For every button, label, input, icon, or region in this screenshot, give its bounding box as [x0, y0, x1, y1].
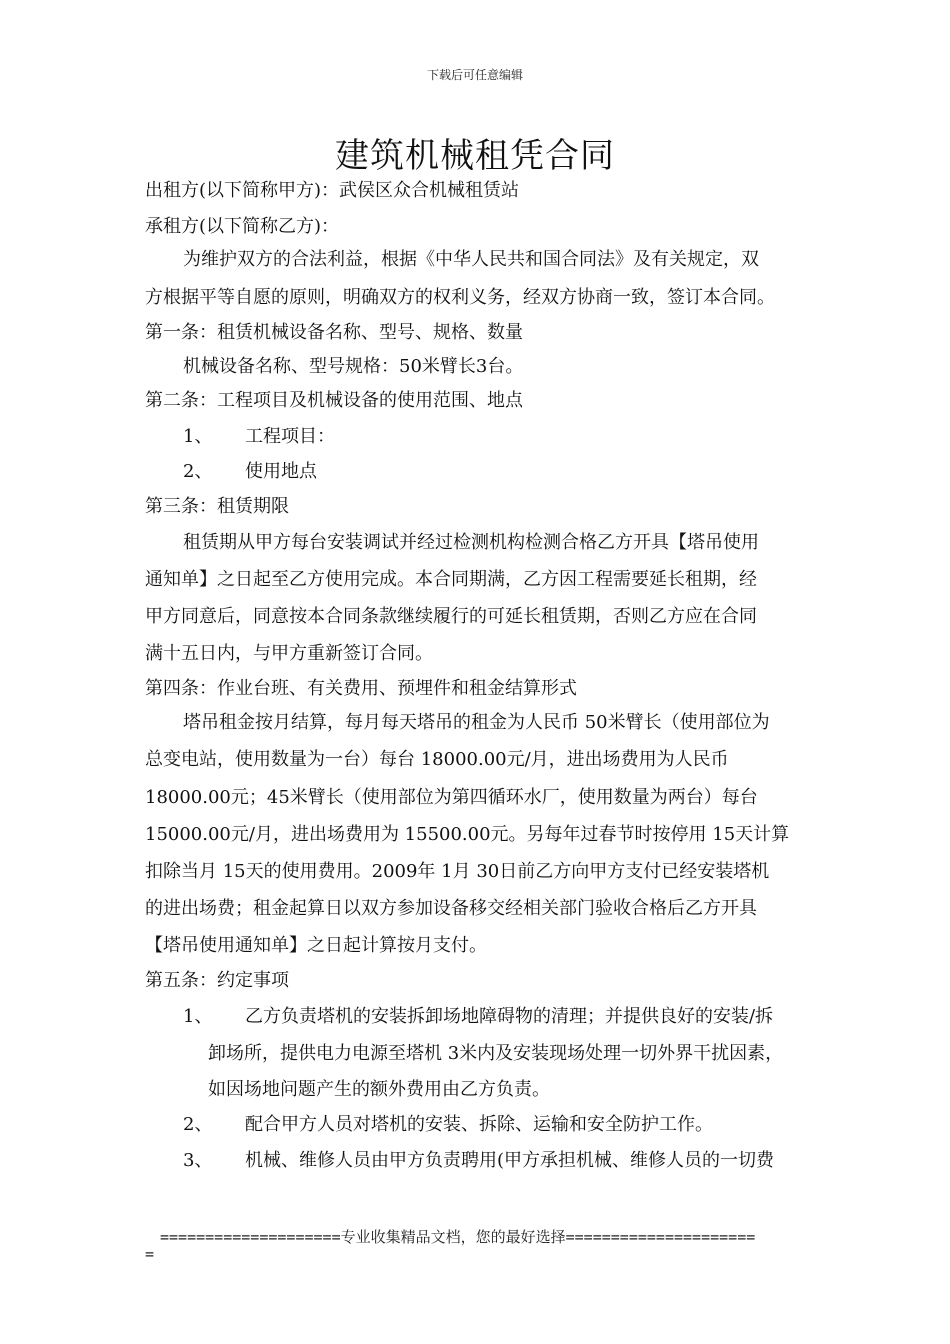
article1-body: 机械设备名称、型号规格：50米臂长3台。: [183, 356, 524, 377]
article5-item-2: [183, 1112, 713, 1138]
item-text: 配合甲方人员对塔机的安装、拆除、运输和安全防护工作。: [245, 1114, 713, 1135]
article4-line-7: 【塔吊使用通知单】之日起计算按月支付。: [145, 935, 487, 956]
item-number: 2、: [183, 1114, 213, 1135]
article5-item-1-cont-1: 卸场所，提供电力电源至塔机 3米内及安装现场处理一切外界干扰因素，: [208, 1043, 784, 1064]
preamble-line-1: 为维护双方的合法利益，根据《中华人民共和国合同法》及有关规定，双: [183, 249, 759, 270]
article3-line-4: 满十五日内，与甲方重新签订合同。: [145, 643, 433, 664]
item-text: 机械、维修人员由甲方负责聘用(甲方承担机械、维修人员的一切费: [245, 1150, 775, 1171]
article5-item-3: [183, 1148, 774, 1174]
article2-heading: 第二条：工程项目及机械设备的使用范围、地点: [145, 390, 523, 411]
article3-line-1: 租赁期从甲方每台安装调试并经过检测机构检测合格乙方开具【塔吊使用: [183, 532, 759, 553]
item-number: 1、: [183, 426, 213, 447]
footer-line-2: =: [145, 1245, 155, 1263]
item-number: 3、: [183, 1150, 213, 1171]
item-text: 使用地点: [245, 461, 317, 482]
lessor-line: 出租方(以下简称甲方)：武侯区众合机械租赁站: [145, 180, 520, 201]
item-number: 2、: [183, 461, 213, 482]
article4-line-5: 扣除当月 15天的使用费用。2009年 1月 30日前乙方向甲方支付已经安装塔机: [145, 861, 770, 882]
lessee-line: 承租方(以下简称乙方)：: [145, 216, 340, 237]
article4-line-6: 的进出场费；租金起算日以双方参加设备移交经相关部门验收合格后乙方开具: [145, 898, 757, 919]
article2-item-1: [183, 424, 335, 450]
document-title: 建筑机械租凭合同: [335, 136, 615, 176]
article4-line-1: 塔吊租金按月结算，每月每天塔吊的租金为人民币 50米臂长（使用部位为: [183, 712, 770, 733]
article3-line-3: 甲方同意后，同意按本合同条款继续履行的可延长租赁期，否则乙方应在合同: [145, 606, 757, 627]
article5-item-1: [183, 1004, 773, 1030]
article5-item-1-cont-2: 如因场地问题产生的额外费用由乙方负责。: [208, 1079, 550, 1100]
article4-line-4: 15000.00元/月，进出场费用为 15500.00元。另每年过春节时按停用 15天计算: [145, 824, 790, 845]
article3-heading: 第三条：租赁期限: [145, 496, 289, 517]
header-note: 下载后可任意编辑: [426, 68, 523, 82]
article4-heading: 第四条：作业台班、有关费用、预埋件和租金结算形式: [145, 678, 577, 699]
item-text: 乙方负责塔机的安装拆卸场地障碍物的清理；并提供良好的安装/拆: [245, 1006, 774, 1027]
item-text: 工程项目：: [245, 426, 335, 447]
article3-line-2: 通知单】之日起至乙方使用完成。本合同期满，乙方因工程需要延长租期，经: [145, 569, 757, 590]
article1-heading: 第一条：租赁机械设备名称、型号、规格、数量: [145, 322, 523, 343]
article2-item-2: [183, 459, 317, 485]
article4-line-3: 18000.00元；45米臂长（使用部位为第四循环水厂，使用数量为两台）每台: [145, 787, 758, 808]
preamble-line-2: 方根据平等自愿的原则，明确双方的权利义务，经双方协商一致，签订本合同。: [145, 287, 775, 308]
item-number: 1、: [183, 1006, 213, 1027]
article4-line-2: 总变电站，使用数量为一台）每台 18000.00元/月，进出场费用为人民币: [145, 749, 729, 770]
footer-line-1: ====================专业收集精品文档，您的最好选择=====================: [160, 1228, 756, 1246]
article5-heading: 第五条：约定事项: [145, 970, 289, 991]
